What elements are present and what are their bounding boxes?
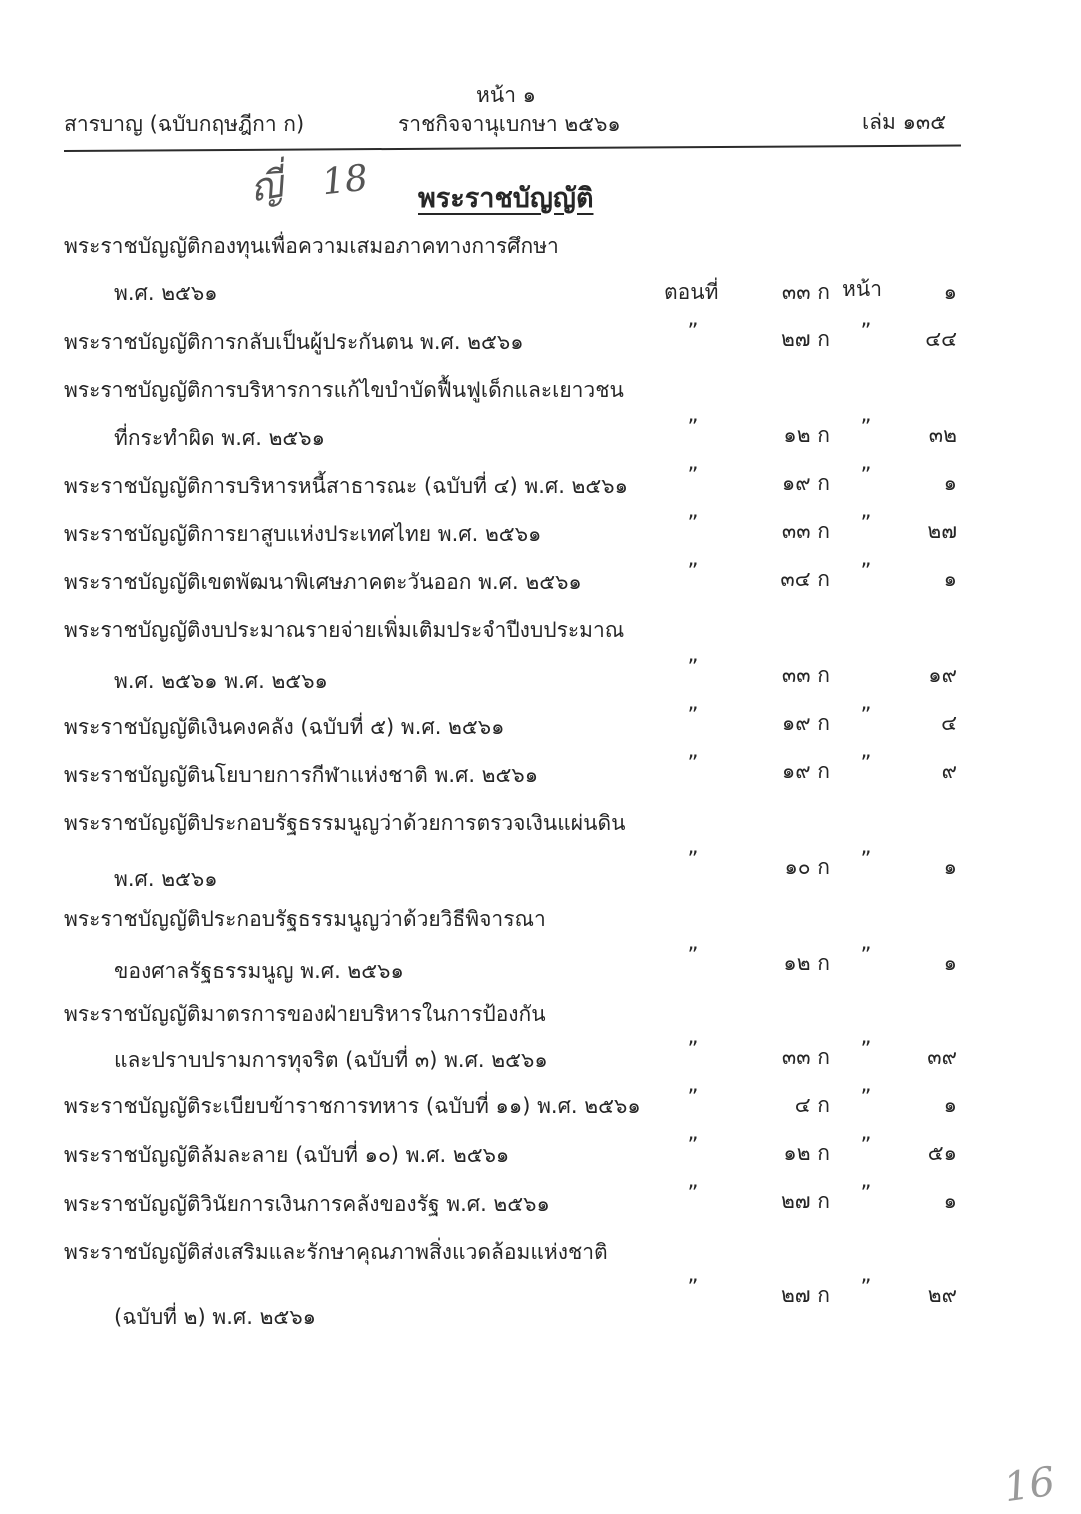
issue-number: ๑๒ ก: [783, 951, 830, 975]
entry-title: พระราชบัญญัติการบริหารการแก้ไขบำบัดฟื้นฟูเด็กและเยาวชน: [64, 378, 624, 402]
issue-number: ๔ ก: [794, 1093, 830, 1117]
column-label-page: หน้า: [842, 277, 882, 301]
issue-ditto-mark: ”: [687, 1133, 699, 1157]
entry-title: พระราชบัญญัติกองทุนเพื่อความเสมอภาคทางการศึกษา: [64, 234, 559, 258]
entry-title: พระราชบัญญัติส่งเสริมและรักษาคุณภาพสิ่งแวดล้อมแห่งชาติ: [64, 1240, 608, 1264]
page-ditto-mark: ”: [860, 319, 872, 343]
handwritten-mark: ญี่: [246, 161, 287, 211]
section-title: พระราชบัญญัติ: [418, 183, 594, 214]
issue-ditto-mark: ”: [687, 415, 699, 439]
issue-ditto-mark: ”: [687, 655, 699, 679]
entry-title-continuation: และปราบปรามการทุจริต (ฉบับที่ ๓) พ.ศ. ๒๕๖๑: [114, 1048, 548, 1072]
issue-number: ๓๓ ก: [781, 1045, 830, 1069]
entry-title-continuation: พ.ศ. ๒๕๖๑: [114, 867, 218, 891]
header-page-number: หน้า ๑: [476, 83, 536, 107]
issue-number: ๒๗ ก: [780, 1189, 830, 1213]
entry-title: พระราชบัญญัติการกลับเป็นผู้ประกันตน พ.ศ. ๒๕๖๑: [64, 330, 524, 354]
page-number: ๑: [943, 951, 957, 975]
page-ditto-mark: ”: [860, 1181, 872, 1205]
page-number: ๓๒: [928, 423, 957, 447]
entry-title: พระราชบัญญัติล้มละลาย (ฉบับที่ ๑๐) พ.ศ. ๒๕๖๑: [64, 1143, 510, 1167]
page-number: ๑: [943, 1093, 957, 1117]
issue-number: ๑๒ ก: [783, 423, 830, 447]
issue-number: ๑๒ ก: [783, 1141, 830, 1165]
page-ditto-mark: ”: [860, 559, 872, 583]
header-index-label: สารบาญ (ฉบับกฤษฎีกา ก): [64, 112, 305, 136]
entry-title: พระราชบัญญัติงบประมาณรายจ่ายเพิ่มเติมประจำปีงบประมาณ: [64, 618, 625, 642]
issue-number: ๓๓ ก: [781, 663, 830, 687]
page-ditto-mark: ”: [860, 463, 872, 487]
page-ditto-mark: ”: [860, 415, 872, 439]
page-number: ๒๗: [927, 519, 957, 543]
entry-title: พระราชบัญญัตินโยบายการกีฬาแห่งชาติ พ.ศ. ๒๕๖๑: [64, 763, 539, 787]
issue-number: ๓๓ ก: [781, 280, 830, 304]
page-number: ๑: [943, 280, 957, 304]
header-rule: [64, 145, 961, 152]
page-number: ๑: [943, 855, 957, 879]
issue-ditto-mark: ”: [687, 1275, 699, 1299]
page-number: ๑: [943, 567, 957, 591]
header-volume: เล่ม ๑๓๕: [862, 110, 947, 134]
page-number: ๔๔: [925, 327, 957, 351]
page-number: ๑๙: [928, 663, 957, 687]
page-number: ๓๙: [927, 1045, 957, 1069]
issue-ditto-mark: ”: [687, 703, 699, 727]
entry-title-continuation: (ฉบับที่ ๒) พ.ศ. ๒๕๖๑: [114, 1305, 316, 1329]
issue-number: ๑๙ ก: [781, 759, 830, 783]
issue-ditto-mark: ”: [687, 511, 699, 535]
page-ditto-mark: ”: [860, 703, 872, 727]
page-ditto-mark: ”: [860, 1037, 872, 1061]
issue-ditto-mark: ”: [687, 1181, 699, 1205]
entry-title: พระราชบัญญัติประกอบรัฐธรรมนูญว่าด้วยวิธีพิจารณา: [64, 907, 546, 931]
entry-title-continuation: พ.ศ. ๒๕๖๑: [114, 281, 218, 305]
page-number: ๑: [943, 1189, 957, 1213]
issue-number: ๒๗ ก: [780, 327, 830, 351]
handwritten-number: 18: [319, 157, 370, 204]
page-ditto-mark: ”: [860, 511, 872, 535]
entry-title: พระราชบัญญัติมาตรการของฝ่ายบริหารในการป้องกัน: [64, 1002, 546, 1026]
issue-ditto-mark: ”: [687, 847, 699, 871]
entry-title-continuation: พ.ศ. ๒๕๖๑ พ.ศ. ๒๕๖๑: [114, 669, 328, 693]
entry-title-continuation: ของศาลรัฐธรรมนูญ พ.ศ. ๒๕๖๑: [114, 959, 404, 983]
header-gazette-title: ราชกิจจานุเบกษา ๒๕๖๑: [398, 112, 621, 136]
entry-title: พระราชบัญญัติระเบียบข้าราชการทหาร (ฉบับที่ ๑๑) พ.ศ. ๒๕๖๑: [64, 1094, 641, 1118]
page-ditto-mark: ”: [860, 1275, 872, 1299]
column-label-issue: ตอนที่: [664, 280, 719, 304]
issue-ditto-mark: ”: [687, 1037, 699, 1061]
handwritten-page-mark: 16: [1001, 1458, 1058, 1512]
issue-number: ๓๔ ก: [780, 567, 830, 591]
entry-title: พระราชบัญญัติเงินคงคลัง (ฉบับที่ ๕) พ.ศ. ๒๕๖๑: [64, 715, 505, 739]
page-ditto-mark: ”: [860, 1085, 872, 1109]
issue-ditto-mark: ”: [687, 319, 699, 343]
entry-title: พระราชบัญญัติประกอบรัฐธรรมนูญว่าด้วยการตรวจเงินแผ่นดิน: [64, 811, 626, 835]
entry-title: พระราชบัญญัติการบริหารหนี้สาธารณะ (ฉบับที่ ๔) พ.ศ. ๒๕๖๑: [64, 474, 628, 498]
issue-ditto-mark: ”: [687, 463, 699, 487]
page-ditto-mark: ”: [860, 943, 872, 967]
issue-number: ๓๓ ก: [781, 519, 830, 543]
page-number: ๕๑: [927, 1141, 957, 1165]
issue-ditto-mark: ”: [687, 943, 699, 967]
issue-ditto-mark: ”: [687, 751, 699, 775]
page-ditto-mark: ”: [860, 847, 872, 871]
entry-title: พระราชบัญญัติเขตพัฒนาพิเศษภาคตะวันออก พ.ศ. ๒๕๖๑: [64, 570, 582, 594]
entry-title: พระราชบัญญัติวินัยการเงินการคลังของรัฐ พ.ศ. ๒๕๖๑: [64, 1192, 550, 1216]
page-ditto-mark: ”: [860, 751, 872, 775]
issue-ditto-mark: ”: [687, 1085, 699, 1109]
entry-title-continuation: ที่กระทำผิด พ.ศ. ๒๕๖๑: [114, 426, 325, 450]
page-number: ๒๙: [927, 1283, 957, 1307]
issue-number: ๑๐ ก: [784, 855, 830, 879]
issue-number: ๑๙ ก: [781, 471, 830, 495]
issue-ditto-mark: ”: [687, 559, 699, 583]
entry-title: พระราชบัญญัติการยาสูบแห่งประเทศไทย พ.ศ. ๒๕๖๑: [64, 522, 542, 546]
page-number: ๔: [941, 711, 957, 735]
issue-number: ๒๗ ก: [780, 1283, 830, 1307]
issue-number: ๑๙ ก: [781, 711, 830, 735]
page-ditto-mark: ”: [860, 1133, 872, 1157]
page-number: ๙: [941, 759, 957, 783]
page-number: ๑: [943, 471, 957, 495]
